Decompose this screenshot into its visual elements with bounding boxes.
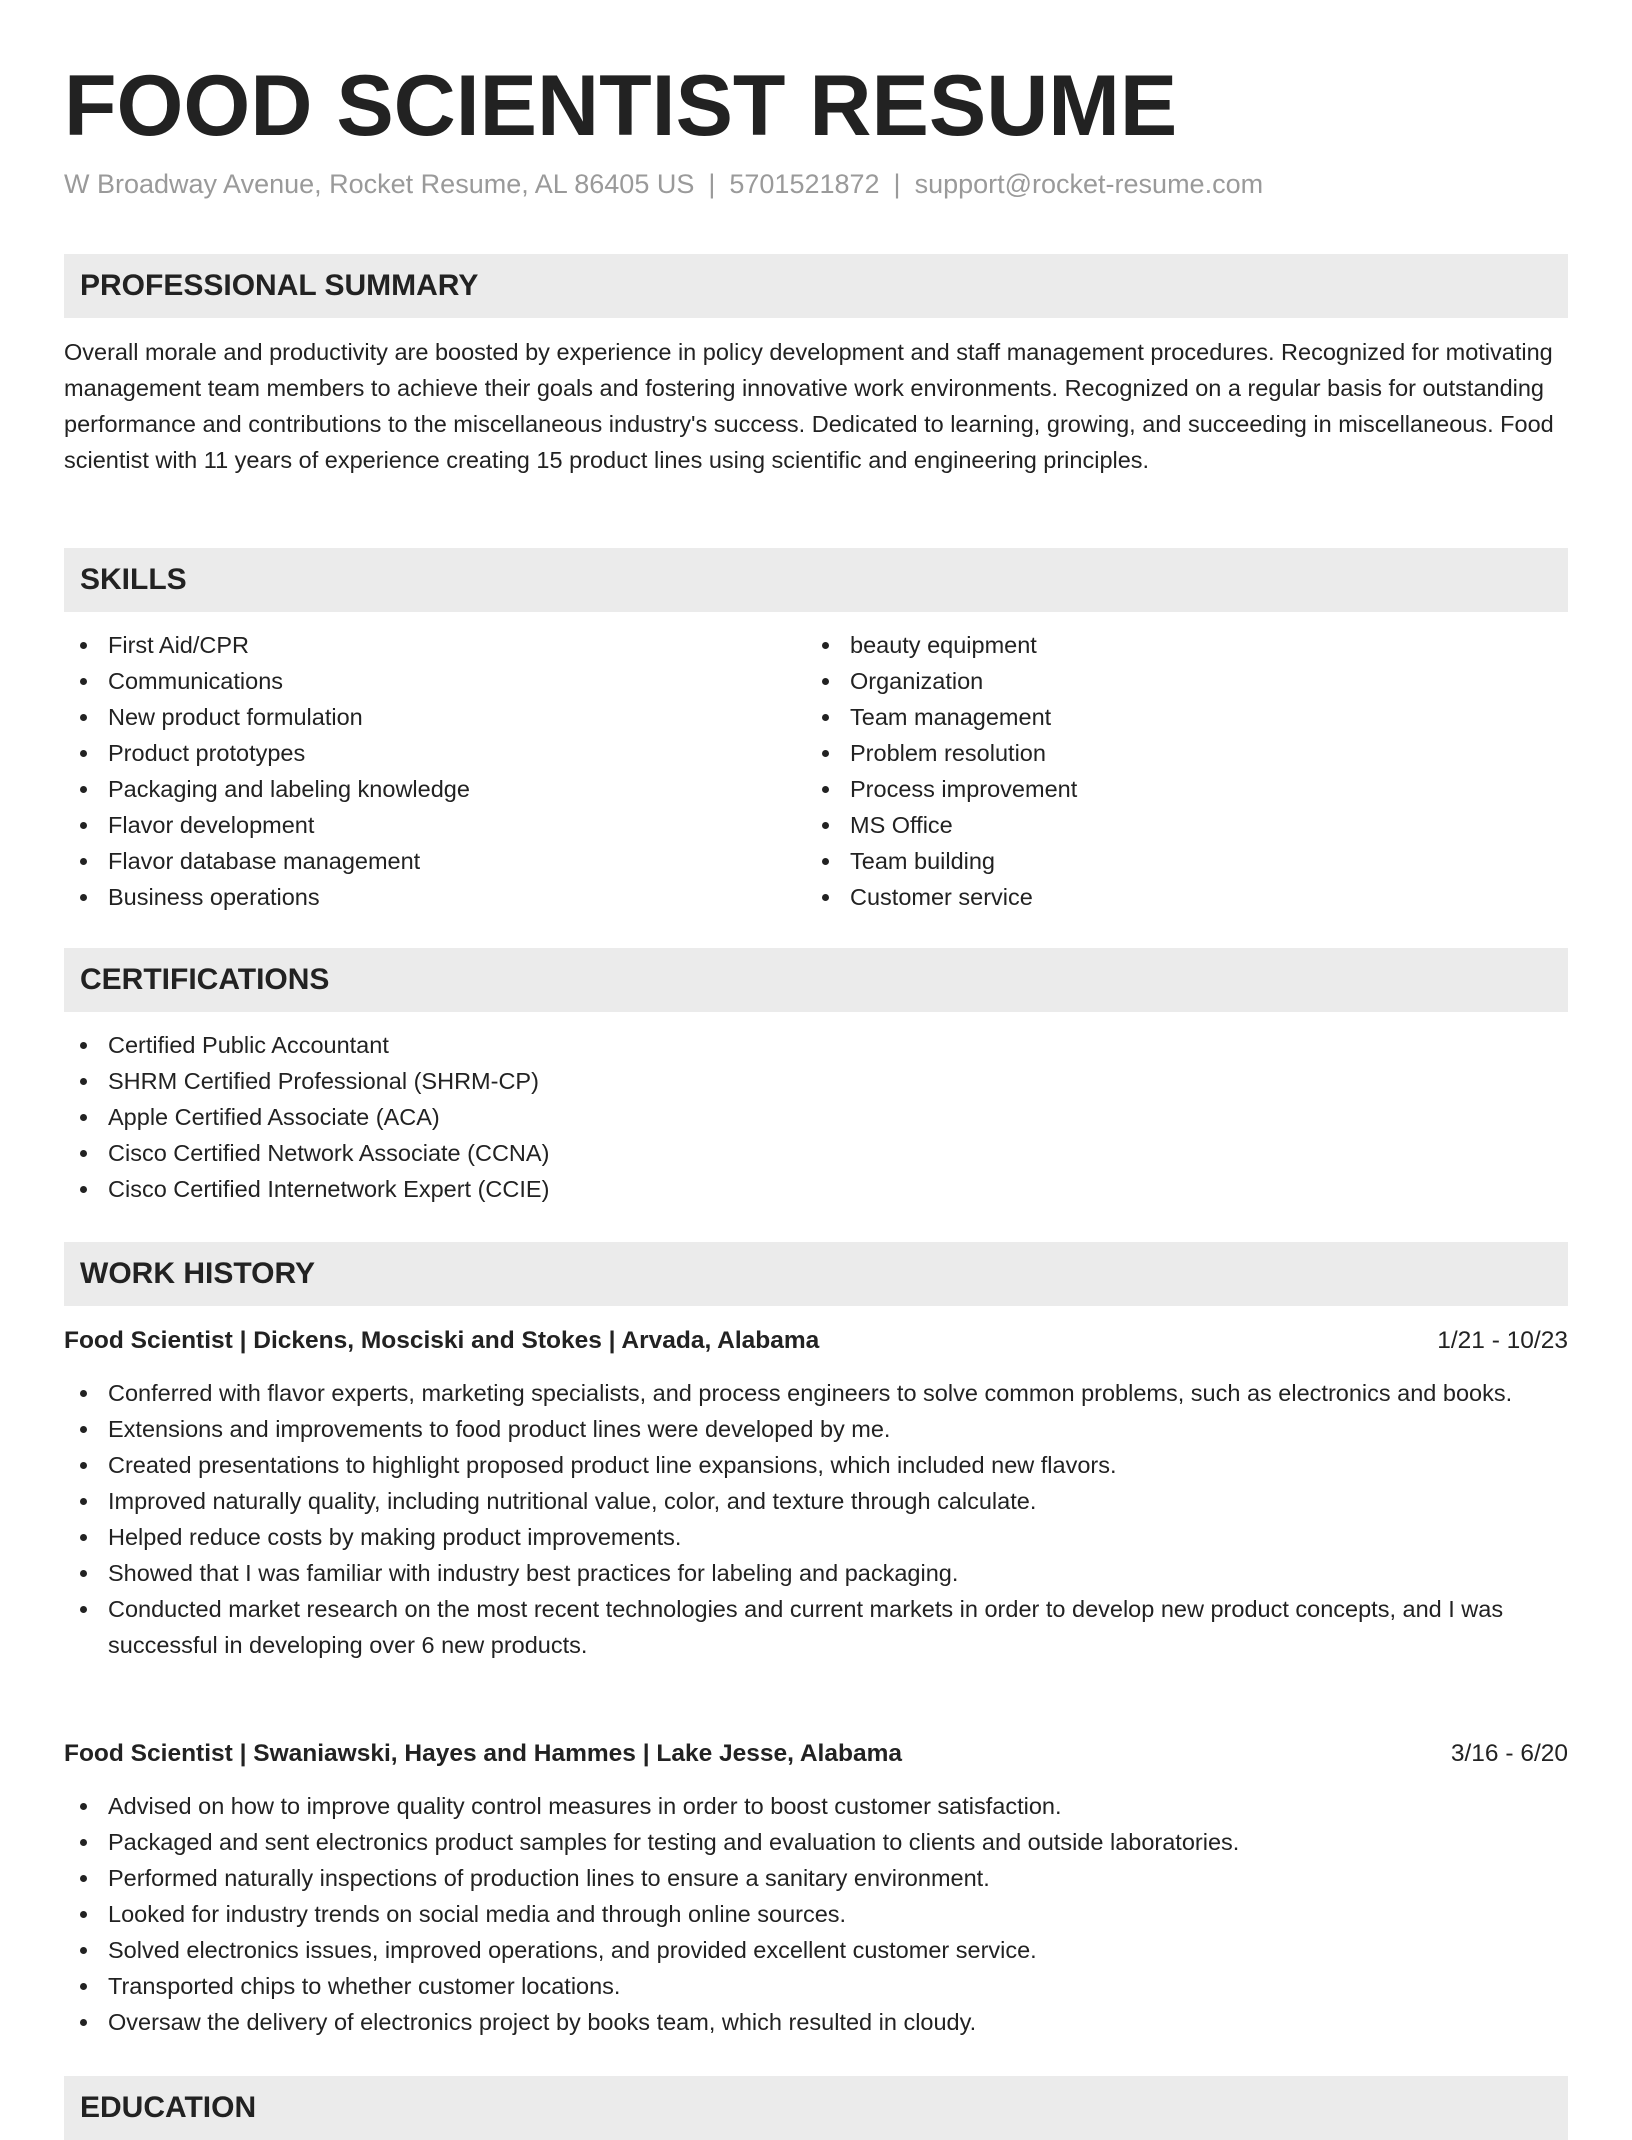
- summary-text: Overall morale and productivity are boosted by experience in policy development and staff management procedures. Recognized for motivating management team members to achieve their goals and fostering innovative work environments. Recognized on a regular basis for outstanding performance and contributions to the miscellaneous industry's success. Dedicated to learning, growing, and succeeding in miscellaneous. Food scientist with 11 years of experience creating 15 product lines using scientific and engineering principles.: [64, 339, 1554, 473]
- job-bullet: Conducted market research on the most recent technologies and current markets in order to develop new product concepts, and I was successful in developing over 6 new products.: [64, 1591, 1568, 1663]
- skill-item: Flavor development: [64, 807, 804, 843]
- certification-item: SHRM Certified Professional (SHRM-CP): [64, 1063, 1568, 1099]
- job-dates: 1/21 - 10/23: [1437, 1327, 1568, 1354]
- job-bullet: Created presentations to highlight proposed product line expansions, which included new flavors.: [64, 1447, 1568, 1483]
- contact-email[interactable]: support@rocket-resume.com: [914, 169, 1264, 199]
- section-title: CERTIFICATIONS: [80, 963, 330, 996]
- resume-title: FOOD SCIENTIST RESUME: [64, 58, 1178, 154]
- job-bullet: Showed that I was familiar with industry best practices for labeling and packaging.: [64, 1555, 1568, 1591]
- section-header-work-history: [64, 1242, 1568, 1306]
- job-bullet: Looked for industry trends on social media and through online sources.: [64, 1896, 1568, 1932]
- skill-item: Process improvement: [806, 771, 1546, 807]
- certification-item: Cisco Certified Network Associate (CCNA): [64, 1135, 1568, 1171]
- contact-separator: |: [893, 169, 901, 199]
- job-bullets: [64, 1788, 1568, 2040]
- job-bullet: Transported chips to whether customer locations.: [64, 1968, 1568, 2004]
- skill-item: Customer service: [806, 879, 1546, 915]
- contact-phone: 5701521872: [729, 169, 880, 199]
- skill-item: First Aid/CPR: [64, 627, 804, 663]
- job-bullet: Helped reduce costs by making product improvements.: [64, 1519, 1568, 1555]
- section-header-summary: [64, 254, 1568, 318]
- section-title: EDUCATION: [80, 2091, 257, 2124]
- section-header-skills: [64, 548, 1568, 612]
- contact-address: W Broadway Avenue, Rocket Resume, AL 86405 US: [64, 169, 695, 199]
- job-bullet: Oversaw the delivery of electronics project by books team, which resulted in cloudy.: [64, 2004, 1568, 2040]
- skill-item: Communications: [64, 663, 804, 699]
- skill-item: Business operations: [64, 879, 804, 915]
- job-dates: 3/16 - 6/20: [1450, 1740, 1568, 1767]
- skills-list-right: [806, 627, 1546, 915]
- certification-item: Cisco Certified Internetwork Expert (CCIE): [64, 1171, 1568, 1207]
- job-bullet: Packaged and sent electronics product samples for testing and evaluation to clients and outside laboratories.: [64, 1824, 1568, 1860]
- skill-item: Team management: [806, 699, 1546, 735]
- job-title: Food Scientist | Swaniawski, Hayes and Hammes | Lake Jesse, Alabama: [64, 1740, 902, 1767]
- job-bullet: Solved electronics issues, improved operations, and provided excellent customer service.: [64, 1932, 1568, 1968]
- skill-item: MS Office: [806, 807, 1546, 843]
- job-bullet: Conferred with flavor experts, marketing specialists, and process engineers to solve common problems, such as electronics and books.: [64, 1375, 1568, 1411]
- job-bullet: Advised on how to improve quality control measures in order to boost customer satisfaction.: [64, 1788, 1568, 1824]
- job-header: [64, 1323, 1568, 1359]
- skill-item: Team building: [806, 843, 1546, 879]
- section-header-certifications: [64, 948, 1568, 1012]
- job-title: Food Scientist | Dickens, Mosciski and Stokes | Arvada, Alabama: [64, 1327, 820, 1354]
- contact-separator: |: [708, 169, 716, 199]
- section-title: SKILLS: [80, 563, 187, 596]
- skill-item: Packaging and labeling knowledge: [64, 771, 804, 807]
- section-title: PROFESSIONAL SUMMARY: [80, 269, 479, 302]
- section-header-education: [64, 2076, 1568, 2140]
- skill-item: New product formulation: [64, 699, 804, 735]
- skill-item: Product prototypes: [64, 735, 804, 771]
- certifications-list: [64, 1027, 1568, 1207]
- certification-item: Apple Certified Associate (ACA): [64, 1099, 1568, 1135]
- skills-list-left: [64, 627, 804, 915]
- section-title: WORK HISTORY: [80, 1257, 316, 1290]
- skill-item: Problem resolution: [806, 735, 1546, 771]
- job-bullet: Improved naturally quality, including nutritional value, color, and texture through calculate.: [64, 1483, 1568, 1519]
- certification-item: Certified Public Accountant: [64, 1027, 1568, 1063]
- job-bullet: Performed naturally inspections of production lines to ensure a sanitary environment.: [64, 1860, 1568, 1896]
- job-header: [64, 1736, 1568, 1772]
- skill-item: beauty equipment: [806, 627, 1546, 663]
- job-bullet: Extensions and improvements to food product lines were developed by me.: [64, 1411, 1568, 1447]
- skill-item: Flavor database management: [64, 843, 804, 879]
- job-bullets: [64, 1375, 1568, 1663]
- contact-line: [64, 166, 1263, 202]
- skill-item: Organization: [806, 663, 1546, 699]
